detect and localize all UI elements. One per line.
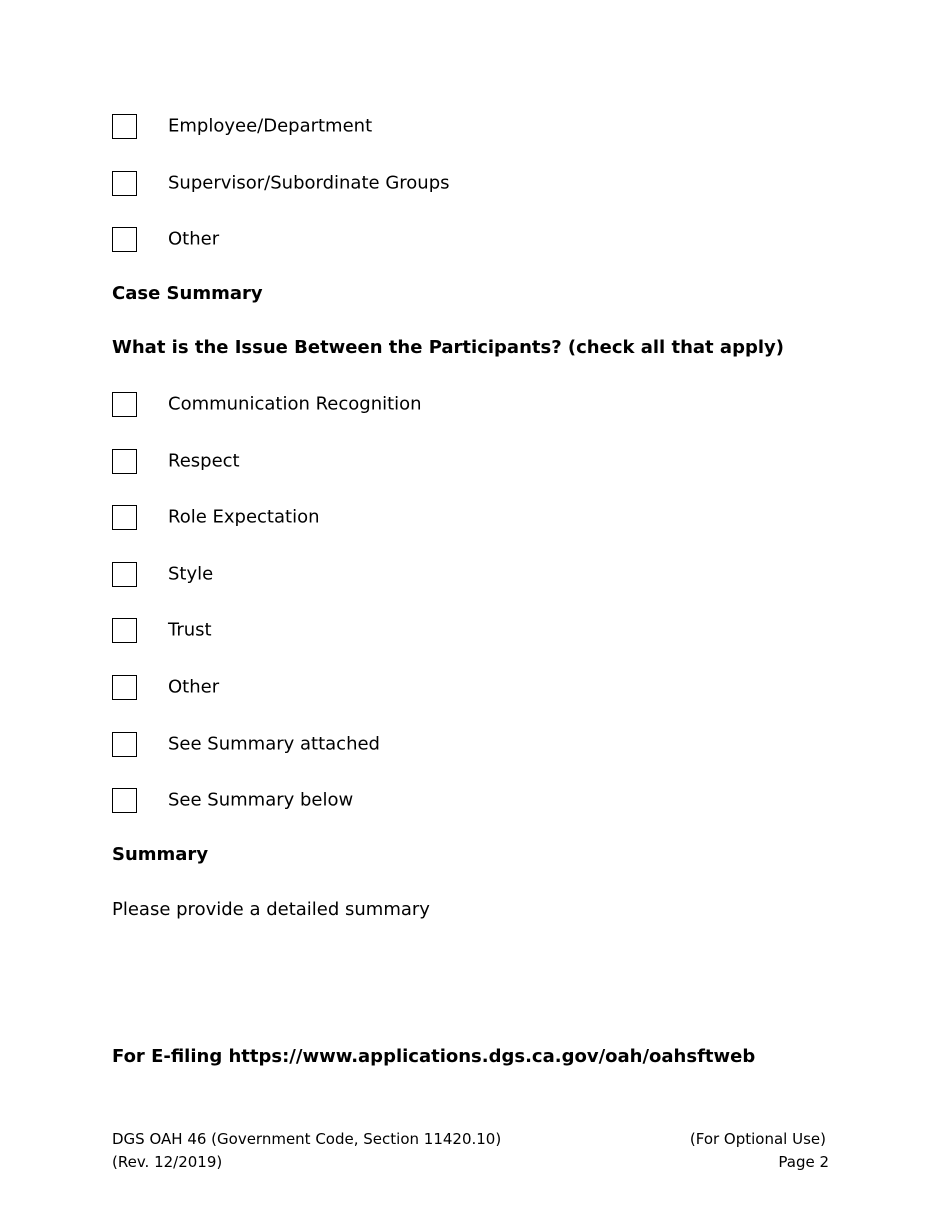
issue-option-communication-recognition [112, 389, 422, 419]
trust-label: Trust [168, 619, 212, 641]
footer-form-id: DGS OAH 46 (Government Code, Section 11420.10) [112, 1130, 502, 1148]
style-label: Style [168, 563, 214, 585]
summary-attached-label: See Summary attached [168, 733, 380, 755]
style-checkbox[interactable] [112, 562, 137, 587]
role-expectation-label: Role Expectation [168, 506, 320, 528]
footer-page-number: Page 2 [778, 1153, 829, 1171]
respect-label: Respect [168, 450, 240, 472]
footer-revision: (Rev. 12/2019) [112, 1153, 223, 1171]
relationship-option-employee-department [112, 111, 373, 141]
issue-option-other [112, 672, 220, 702]
issue-option-summary-attached [112, 729, 380, 759]
issue-option-summary-below [112, 785, 354, 815]
supervisor-subordinate-label: Supervisor/Subordinate Groups [168, 172, 450, 194]
employee-department-label: Employee/Department [168, 115, 373, 137]
relationship-option-other [112, 224, 220, 254]
issue-other-checkbox[interactable] [112, 675, 137, 700]
issue-option-style [112, 559, 214, 589]
issue-other-label: Other [168, 676, 220, 698]
trust-checkbox[interactable] [112, 618, 137, 643]
role-expectation-checkbox[interactable] [112, 505, 137, 530]
summary-below-checkbox[interactable] [112, 788, 137, 813]
footer-usage: (For Optional Use) [689, 1130, 826, 1148]
relationship-other-checkbox[interactable] [112, 227, 137, 252]
communication-recognition-label: Communication Recognition [168, 393, 422, 415]
summary-attached-checkbox[interactable] [112, 732, 137, 757]
supervisor-subordinate-checkbox[interactable] [112, 171, 137, 196]
relationship-option-supervisor-subordinate [112, 168, 450, 198]
efiling-notice: For E-filing https://www.applications.dgs.ca.gov/oah/oahsftweb [112, 1046, 756, 1067]
summary-below-label: See Summary below [168, 789, 354, 811]
summary-prompt: Please provide a detailed summary [112, 899, 430, 920]
issue-option-respect [112, 446, 240, 476]
issue-question-heading: What is the Issue Between the Participants? (check all that apply) [112, 337, 784, 358]
issue-option-role-expectation [112, 502, 320, 532]
summary-heading: Summary [112, 844, 209, 865]
communication-recognition-checkbox[interactable] [112, 392, 137, 417]
relationship-other-label: Other [168, 228, 220, 250]
issue-option-trust [112, 615, 212, 645]
employee-department-checkbox[interactable] [112, 114, 137, 139]
respect-checkbox[interactable] [112, 449, 137, 474]
case-summary-heading: Case Summary [112, 283, 263, 304]
